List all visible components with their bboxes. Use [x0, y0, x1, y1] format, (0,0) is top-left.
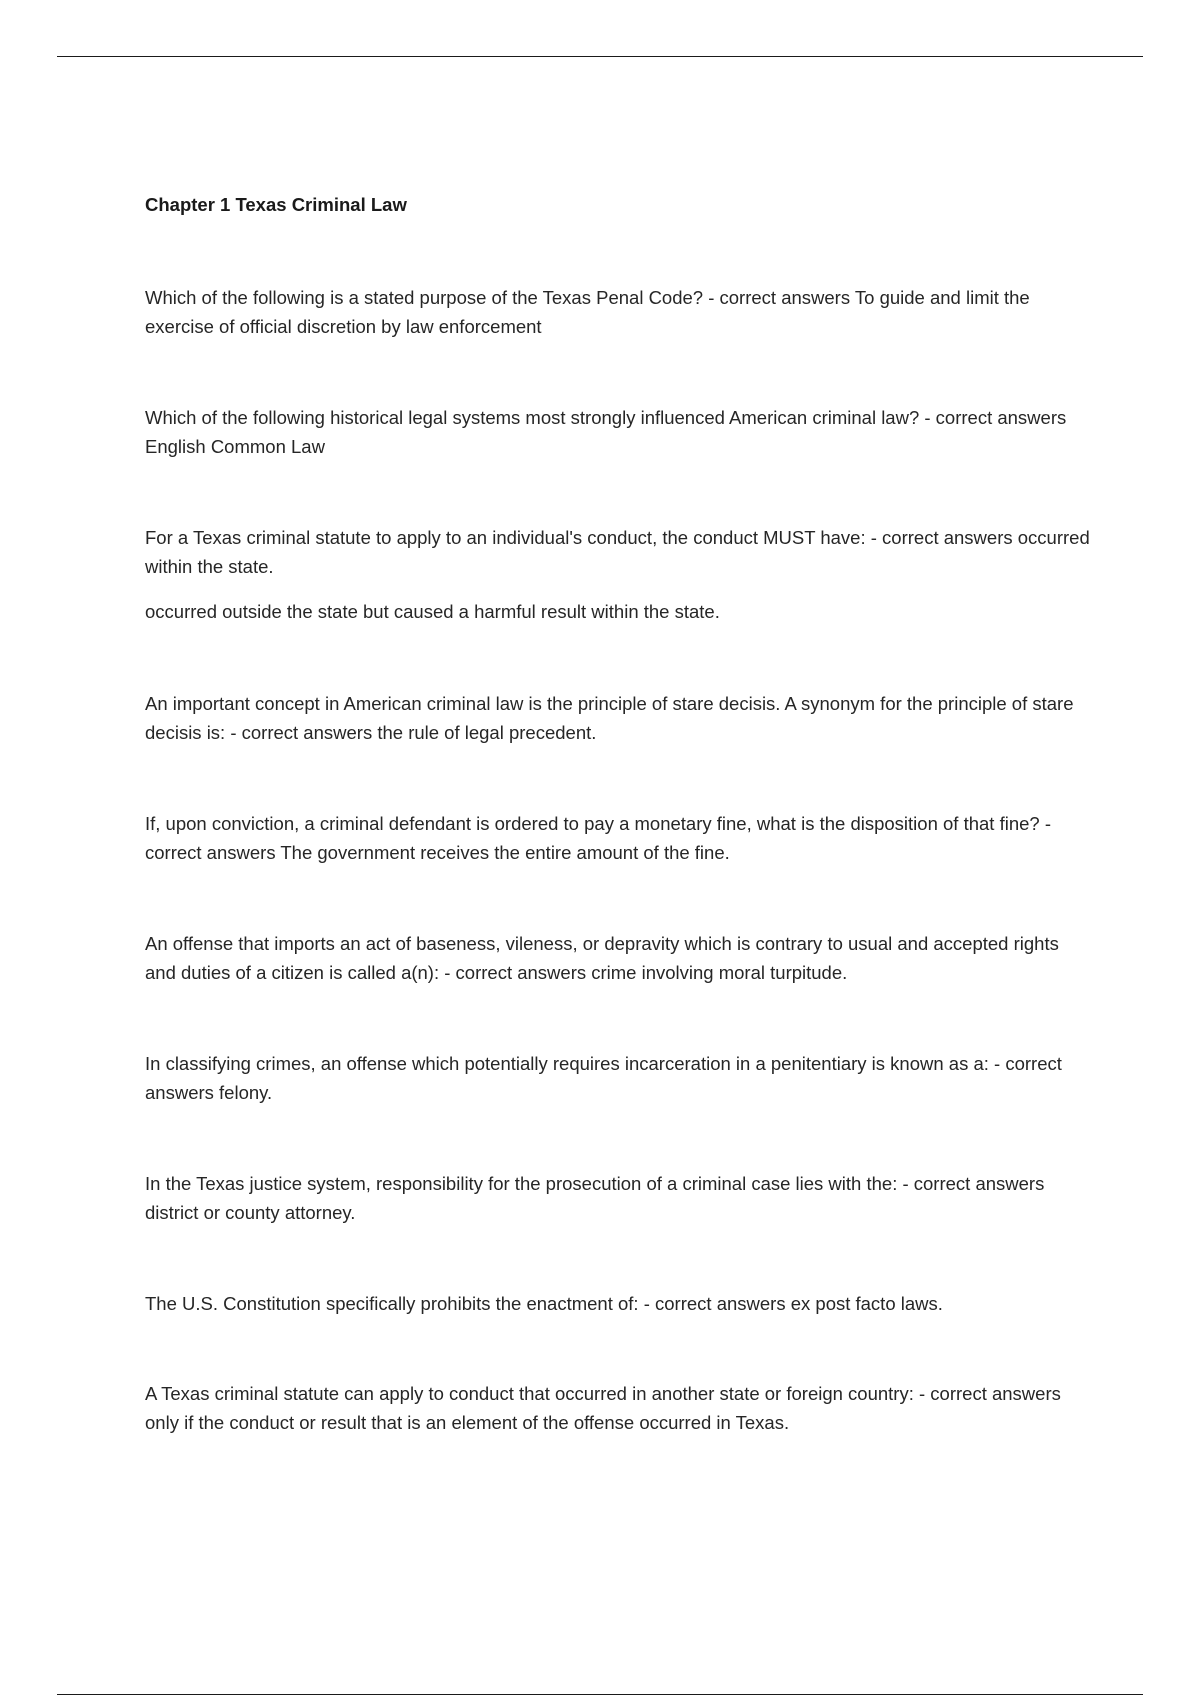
- qa-text: The U.S. Constitution specifically prohibits the enactment of: - correct answers ex post facto laws.: [145, 1293, 943, 1314]
- qa-item-2: [145, 403, 1090, 461]
- qa-item-4: [145, 689, 1090, 747]
- top-rule: [57, 56, 1143, 57]
- qa-text: Which of the following is a stated purpose of the Texas Penal Code? - correct answers To guide and limit the exercise of official discretion by law enforcement: [145, 287, 1030, 337]
- qa-item-3: [145, 523, 1090, 626]
- bottom-rule: [57, 1694, 1143, 1695]
- qa-item-6: [145, 929, 1090, 987]
- qa-item-1: [145, 283, 1090, 341]
- qa-text: An important concept in American criminal law is the principle of stare decisis. A synonym for the principle of stare decisis is: - correct answers the rule of legal precedent.: [145, 693, 1074, 743]
- qa-text: For a Texas criminal statute to apply to an individual's conduct, the conduct MUST have: - correct answers occurred within the state.: [145, 527, 1090, 577]
- qa-text: An offense that imports an act of baseness, vileness, or depravity which is contrary to usual and accepted rights and duties of a citizen is called a(n): - correct answers crime involving moral turpitude.: [145, 933, 1059, 983]
- qa-item-7: [145, 1049, 1090, 1107]
- qa-item-10: [145, 1379, 1090, 1437]
- qa-item-5: [145, 809, 1090, 867]
- qa-item-9: [145, 1289, 1090, 1318]
- qa-text: If, upon conviction, a criminal defendant is ordered to pay a monetary fine, what is the disposition of that fine? - correct answers The government receives the entire amount of the fine.: [145, 813, 1051, 863]
- qa-text: In the Texas justice system, responsibility for the prosecution of a criminal case lies with the: - correct answers district or county attorney.: [145, 1173, 1045, 1223]
- qa-text-continued: occurred outside the state but caused a harmful result within the state.: [145, 601, 720, 622]
- qa-item-8: [145, 1169, 1090, 1227]
- document-title: Chapter 1 Texas Criminal Law: [145, 194, 407, 215]
- qa-text: In classifying crimes, an offense which potentially requires incarceration in a penitentiary is known as a: - correct answers felony.: [145, 1053, 1062, 1103]
- qa-text: Which of the following historical legal systems most strongly influenced American criminal law? - correct answers English Common Law: [145, 407, 1067, 457]
- qa-text: A Texas criminal statute can apply to conduct that occurred in another state or foreign country: - correct answers only if the conduct or result that is an element of the offense occurred in Texas.: [145, 1383, 1061, 1433]
